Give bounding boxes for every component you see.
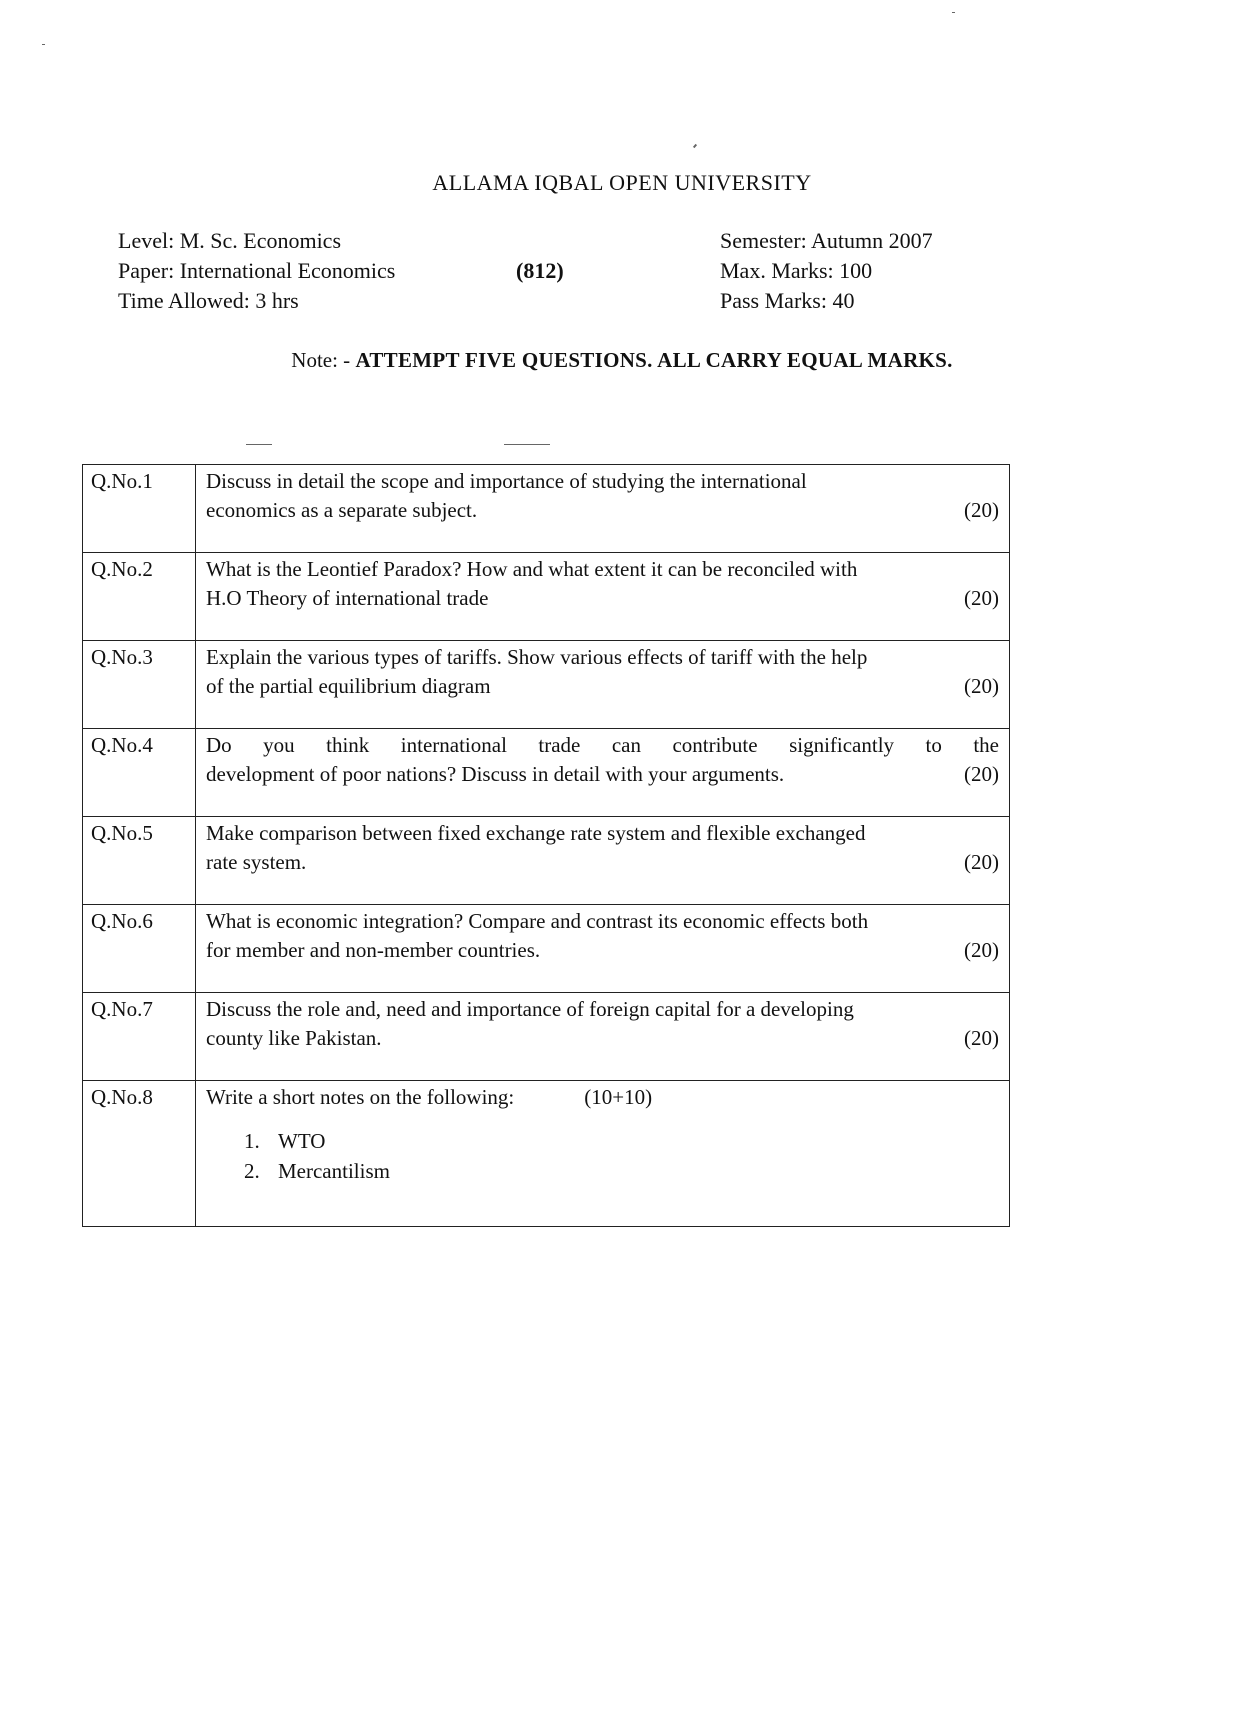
question-row: [83, 1081, 1010, 1227]
question-number: Q.No.7: [83, 993, 196, 1081]
question-row: [83, 817, 1010, 905]
question-text-line2: development of poor nations? Discuss in detail with your arguments.: [206, 762, 785, 786]
paper-line: Paper: International Economics: [118, 258, 396, 283]
question-marks: (20): [964, 938, 999, 962]
question-text-line2: economics as a separate subject.: [206, 498, 478, 522]
question-marks: (20): [964, 586, 999, 610]
question-cell: [196, 905, 1010, 993]
instructions-note: [0, 348, 1244, 373]
question-number: Q.No.4: [83, 729, 196, 817]
note-prefix: Note: -: [291, 348, 356, 372]
question-text-line2: county like Pakistan.: [206, 1026, 382, 1050]
question-number: Q.No.1: [83, 465, 196, 553]
max-marks-line: Max. Marks: 100: [720, 258, 873, 283]
question-text-line2: of the partial equilibrium diagram: [206, 674, 491, 698]
question-marks: (20): [964, 850, 999, 874]
question-row: [83, 641, 1010, 729]
question-number: Q.No.5: [83, 817, 196, 905]
question-marks: (20): [964, 762, 999, 786]
list-item: [244, 1126, 999, 1156]
question-cell: [196, 465, 1010, 553]
question-marks: (10+10): [584, 1085, 653, 1109]
question-cell: [196, 993, 1010, 1081]
question-text-line1: What is the Leontief Paradox? How and what extent it can be reconciled with: [206, 557, 858, 581]
scan-speck: [952, 12, 955, 13]
time-line: Time Allowed: 3 hrs: [118, 288, 299, 313]
question-text-line1: Do you think international trade can contribute significantly to the: [206, 733, 999, 757]
scan-speck: [693, 144, 697, 148]
question-row: [83, 993, 1010, 1081]
note-text: ATTEMPT FIVE QUESTIONS. ALL CARRY EQUAL MARKS.: [355, 348, 953, 372]
list-item: [244, 1156, 999, 1186]
question-cell: [196, 1081, 1010, 1227]
question-marks: (20): [964, 1026, 999, 1050]
question-row: [83, 729, 1010, 817]
short-notes-list: [244, 1126, 999, 1186]
question-cell: [196, 817, 1010, 905]
questions-table: [82, 464, 1010, 1227]
list-item-label: WTO: [278, 1129, 326, 1153]
question-row: [83, 905, 1010, 993]
question-number: Q.No.6: [83, 905, 196, 993]
list-item-label: Mercantilism: [278, 1159, 390, 1183]
question-text: Write a short notes on the following:: [206, 1085, 515, 1109]
question-number: Q.No.2: [83, 553, 196, 641]
exam-details-right: [720, 226, 933, 316]
scan-speck: [504, 444, 550, 445]
list-item-number: 2.: [244, 1159, 260, 1183]
question-number: Q.No.3: [83, 641, 196, 729]
list-item-number: 1.: [244, 1129, 260, 1153]
level-line: Level: M. Sc. Economics: [118, 228, 342, 253]
question-text-line1: Discuss in detail the scope and importance of studying the international: [206, 469, 807, 493]
question-row: [83, 465, 1010, 553]
question-cell: [196, 729, 1010, 817]
question-number: Q.No.8: [83, 1081, 196, 1227]
question-text-line2: rate system.: [206, 850, 307, 874]
paper-code: (812): [516, 258, 564, 283]
question-text-line2: for member and non-member countries.: [206, 938, 541, 962]
question-marks: (20): [964, 674, 999, 698]
question-text-line1: Discuss the role and, need and importance of foreign capital for a developing: [206, 997, 854, 1021]
question-cell: [196, 641, 1010, 729]
question-text-line2: H.O Theory of international trade: [206, 586, 489, 610]
question-text-line1: What is economic integration? Compare and contrast its economic effects both: [206, 909, 869, 933]
university-title: ALLAMA IQBAL OPEN UNIVERSITY: [432, 170, 812, 195]
exam-details-left: [118, 226, 395, 316]
question-text-line1: Make comparison between fixed exchange rate system and flexible exchanged: [206, 821, 866, 845]
pass-marks-line: Pass Marks: 40: [720, 288, 855, 313]
question-row: [83, 553, 1010, 641]
question-marks: (20): [964, 498, 999, 522]
scan-speck: [246, 444, 272, 445]
question-cell: [196, 553, 1010, 641]
semester-line: Semester: Autumn 2007: [720, 228, 933, 253]
question-text-line1: Explain the various types of tariffs. Show various effects of tariff with the help: [206, 645, 868, 669]
scan-speck: [42, 44, 45, 45]
